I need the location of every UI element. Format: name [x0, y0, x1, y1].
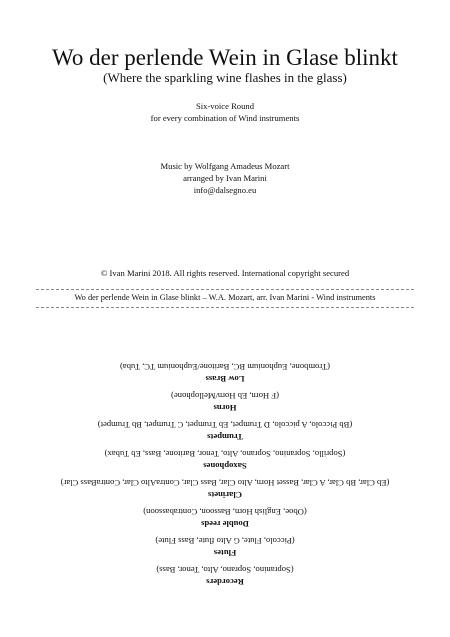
- composer-credit: Music by Wolfgang Amadeus Mozart: [160, 161, 290, 171]
- group-list-recorders: (Sopranino, Soprano, Alto, Tenor, Bass): [156, 565, 294, 575]
- page-subtitle: (Where the sparkling wine flashes in the glass): [103, 70, 347, 85]
- footer-divider-bottom: [36, 307, 414, 308]
- arranger-credit: arranged by Ivan Marini: [183, 173, 267, 183]
- copyright-notice: © Ivan Marini 2018. All rights reserved. International copyright secured: [100, 268, 350, 278]
- group-heading-flutes: Flutes: [213, 548, 237, 558]
- contact-email: info@dalsegno.eu: [193, 185, 257, 195]
- group-list-low-brass: (Trombone, Euphonium BC, Baritone/Euphonium TC, Tuba): [119, 362, 331, 372]
- group-heading-double-reeds: Double reeds: [201, 519, 249, 529]
- footer-divider-top: [36, 289, 414, 290]
- group-list-clarinets: (Eb Clar, Bb Clar, A Clar, Basset Horn, Alto Clar, Bass Clar, ContraAlto Clar, ContraBass Clar): [60, 478, 390, 488]
- group-heading-clarinets: Clarinets: [208, 490, 242, 500]
- footer-text: Wo der perlende Wein in Glase blinkt – W.A. Mozart, arr. Ivan Marini - Wind instruments: [74, 293, 376, 302]
- page-title: Wo der perlende Wein in Glase blinkt: [52, 45, 398, 70]
- group-list-flutes: (Piccolo, Flute, G Alto flute, Bass Flute): [155, 536, 295, 546]
- round-type: Six-voice Round: [195, 101, 254, 111]
- group-list-double-reeds: (Oboe, English Horn, Bassoon, Contrabassoon): [143, 507, 307, 517]
- group-heading-trumpets: Trumpets: [207, 432, 243, 442]
- group-heading-horns: Horns: [213, 403, 237, 413]
- group-list-saxophones: (Soprillo, Sopranino, Soprano, Alto, Tenor, Baritone, Bass, Eb Tubax): [104, 449, 346, 459]
- group-list-trumpets: (Bb Piccolo, A piccolo, D Trumpet, Eb Trumpet, C Trumpet, Bb Trumpet): [97, 420, 353, 430]
- group-heading-saxophones: Saxophones: [203, 461, 247, 471]
- group-heading-low-brass: Low Brass: [205, 374, 245, 384]
- group-heading-recorders: Recorders: [206, 577, 244, 587]
- instrument-list-upside-down: [0, 356, 450, 588]
- group-list-horns: (F Horn, Eb Horn/Mellophone): [171, 391, 279, 401]
- instrumentation-line: for every combination of Wind instruments: [150, 113, 300, 123]
